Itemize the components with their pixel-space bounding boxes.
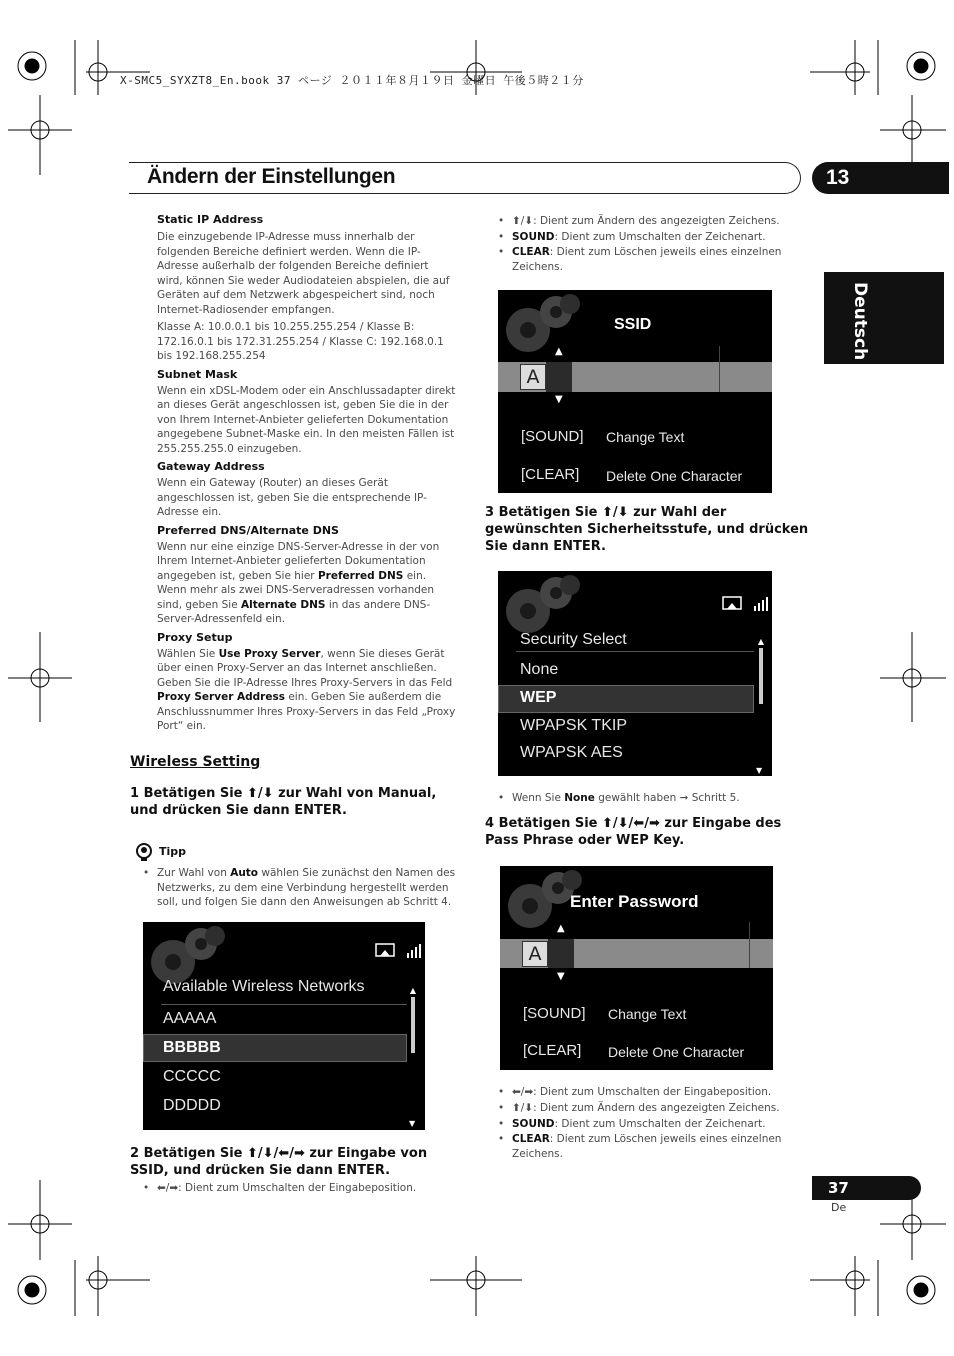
network-item-ccccc[interactable]: CCCCC <box>163 1068 221 1085</box>
proxy-heading: Proxy Setup <box>157 630 233 644</box>
scroll-up-icon: ▲ <box>757 637 765 646</box>
scroll-down-icon: ▼ <box>756 766 763 775</box>
right-top-bullets <box>498 213 797 275</box>
password-char-cell[interactable]: A <box>522 941 548 967</box>
network-item-ddddd[interactable]: DDDDD <box>163 1097 221 1114</box>
password-sound-label: Change Text <box>608 1006 687 1022</box>
password-title: Enter Password <box>570 892 699 911</box>
networks-title: Available Wireless Networks <box>163 978 365 995</box>
bullet-clear: • CLEAR: Dient zum Löschen jeweils eines einzelnen Zeichens. <box>498 246 782 273</box>
dns-heading: Preferred DNS/Alternate DNS <box>157 523 339 537</box>
security-title: Security Select <box>520 631 627 648</box>
page-title: Ändern der Einstellungen <box>147 165 396 188</box>
bullet-updown: • ⬆/⬇: Dient zum Ändern des angezeigten Zeichens. <box>498 215 780 227</box>
security-item-wpapsk-tkip[interactable]: WPAPSK TKIP <box>520 717 627 734</box>
right-bottom-bullets <box>498 1084 797 1162</box>
security-item-wpapsk-aes[interactable]: WPAPSK AES <box>520 744 623 761</box>
page-number: 37 <box>828 1179 849 1197</box>
tip-bullet: • Zur Wahl von Auto wählen Sie zunächst den Namen des Netzwerks, zu dem eine Verbindung hergestellt werden soll, und folgen Sie dann den Anweisungen ab Schritt 4. <box>143 867 456 908</box>
ssid-sound-key: [SOUND] <box>521 428 584 445</box>
char-down-icon[interactable]: ▼ <box>557 971 565 982</box>
wireless-setting-heading: Wireless Setting <box>130 754 261 770</box>
bullet-sound: • SOUND: Dient zum Umschalten der Zeichenart. <box>498 1118 766 1130</box>
security-scrollbar[interactable] <box>756 637 766 775</box>
step-2-bullet: • ⬅/➡: Dient zum Umschalten der Eingabeposition. <box>143 1182 417 1194</box>
network-item-aaaaa[interactable]: AAAAA <box>163 1010 217 1027</box>
step-1: 1 Betätigen Sie ⬆/⬇ zur Wahl von Manual, und drücken Sie dann ENTER. <box>130 786 437 818</box>
static-ip-heading: Static IP Address <box>157 213 264 226</box>
static-ip-body: Die einzugebende IP-Adresse muss innerhalb der folgenden Bereiche definiert werden. Wenn die IP-Adresse außerhalb der folgenden Bereiche definiert wird, können Sie weder Audiodateien abspielen, die auf Geräten auf dem Netzwerk abgespeichert sind, noch Internet-Radiosender empfangen. <box>157 231 450 316</box>
tip-label: Tipp <box>159 845 187 858</box>
ssid-title: SSID <box>614 316 652 333</box>
wifi-signal-icon <box>375 942 423 960</box>
ssid-char-cell[interactable]: A <box>520 364 546 390</box>
ssid-sound-label: Change Text <box>606 429 685 445</box>
bullet-updown: • ⬆/⬇: Dient zum Ändern des angezeigten Zeichens. <box>498 1102 780 1114</box>
bullet-leftright: • ⬅/➡: Dient zum Umschalten der Eingabeposition. <box>498 1086 772 1098</box>
char-up-icon[interactable]: ▲ <box>557 923 565 934</box>
scroll-up-icon: ▲ <box>409 986 417 995</box>
ssid-screen <box>498 290 772 493</box>
gateway-heading: Gateway Address <box>157 460 265 473</box>
password-clear-label: Delete One Character <box>608 1044 745 1060</box>
scroll-down-icon: ▼ <box>409 1119 416 1128</box>
security-item-none[interactable]: None <box>520 661 559 678</box>
dns-body: Wenn nur eine einzige DNS-Server-Adresse in der von Ihrem Internet-Anbieter gelieferten Dokumentation angegeben ist, geben Sie hier Preferred DNS ein. Wenn mehr als zwei DNS-Serveradressen vorhanden sind, geben Sie Alternate DNS in das andere DNS-Server-Adressenfeld ein. <box>157 540 440 625</box>
subnet-body: Wenn ein xDSL-Modem oder ein Anschlussadapter direkt an dieses Gerät angeschlossen ist, geben Sie die in der von Ihrem Internet-Anbieter gelieferten Dokumentation angegebene Subnet-Maske ein. In den meisten Fällen ist 255.255.255.0 einzugeben. <box>157 384 456 455</box>
print-header-line: X-SMC5_SYXZT8_En.book 37 ページ ２０１１年８月１９日 金曜日 午後５時２１分 <box>120 74 584 87</box>
ssid-clear-label: Delete One Character <box>606 468 743 484</box>
ssid-clear-key: [CLEAR] <box>521 466 580 483</box>
tip-icon <box>133 841 155 863</box>
password-sound-key: [SOUND] <box>523 1005 586 1022</box>
step-4: 4 Betätigen Sie ⬆/⬇/⬅/➡ zur Eingabe des Pass Phrase oder WEP Key. <box>485 816 782 848</box>
security-screen <box>498 571 772 776</box>
bullet-clear: • CLEAR: Dient zum Löschen jeweils eines einzelnen Zeichens. <box>498 1133 782 1160</box>
networks-screen <box>143 922 425 1130</box>
step-3-bullet: • Wenn Sie None gewählt haben ➞ Schritt 5. <box>498 792 740 804</box>
password-screen <box>500 866 773 1070</box>
password-clear-key: [CLEAR] <box>523 1042 582 1059</box>
subnet-heading: Subnet Mask <box>157 367 238 381</box>
gear-decoration-icon <box>498 290 588 360</box>
language-tab-label: Deutsch <box>850 282 870 361</box>
char-down-icon[interactable]: ▼ <box>555 394 563 405</box>
network-item-bbbbb-selected[interactable]: BBBBB <box>163 1039 221 1056</box>
left-column-settings <box>157 213 457 734</box>
bullet-sound: • SOUND: Dient zum Umschalten der Zeichenart. <box>498 231 766 243</box>
chapter-number: 13 <box>826 166 850 189</box>
step-2: 2 Betätigen Sie ⬆/⬇/⬅/➡ zur Eingabe von SSID, und drücken Sie dann ENTER. <box>130 1146 428 1178</box>
step-3: 3 Betätigen Sie ⬆/⬇ zur Wahl der gewünschten Sicherheitsstufe, und drücken Sie dann ENTER. <box>485 505 809 554</box>
gateway-body: Wenn ein Gateway (Router) an dieses Gerät angeschlossen ist, geben Sie die entsprechende IP-Adresse ein. <box>157 477 427 518</box>
proxy-body: Wählen Sie Use Proxy Server, wenn Sie dieses Gerät über einen Proxy-Server an das Internet anschließen. Geben Sie die IP-Adresse Ihres Proxy-Servers in das Feld Proxy Server Address ein. Geben Sie außerdem die Anschlussnummer Ihres Proxy-Servers in das Feld „Proxy Port“ ein. <box>157 647 456 732</box>
char-up-icon[interactable]: ▲ <box>555 346 563 357</box>
networks-scrollbar[interactable] <box>409 986 417 1128</box>
page-language: De <box>831 1201 847 1214</box>
static-ip-classes: Klasse A: 10.0.0.1 bis 10.255.255.254 / Klasse B: 172.16.0.1 bis 172.31.255.254 / Klasse C: 192.168.0.1 bis 192.168.255.254 <box>157 321 444 362</box>
security-item-wep-selected[interactable]: WEP <box>520 689 557 706</box>
wifi-signal-icon <box>722 595 770 613</box>
